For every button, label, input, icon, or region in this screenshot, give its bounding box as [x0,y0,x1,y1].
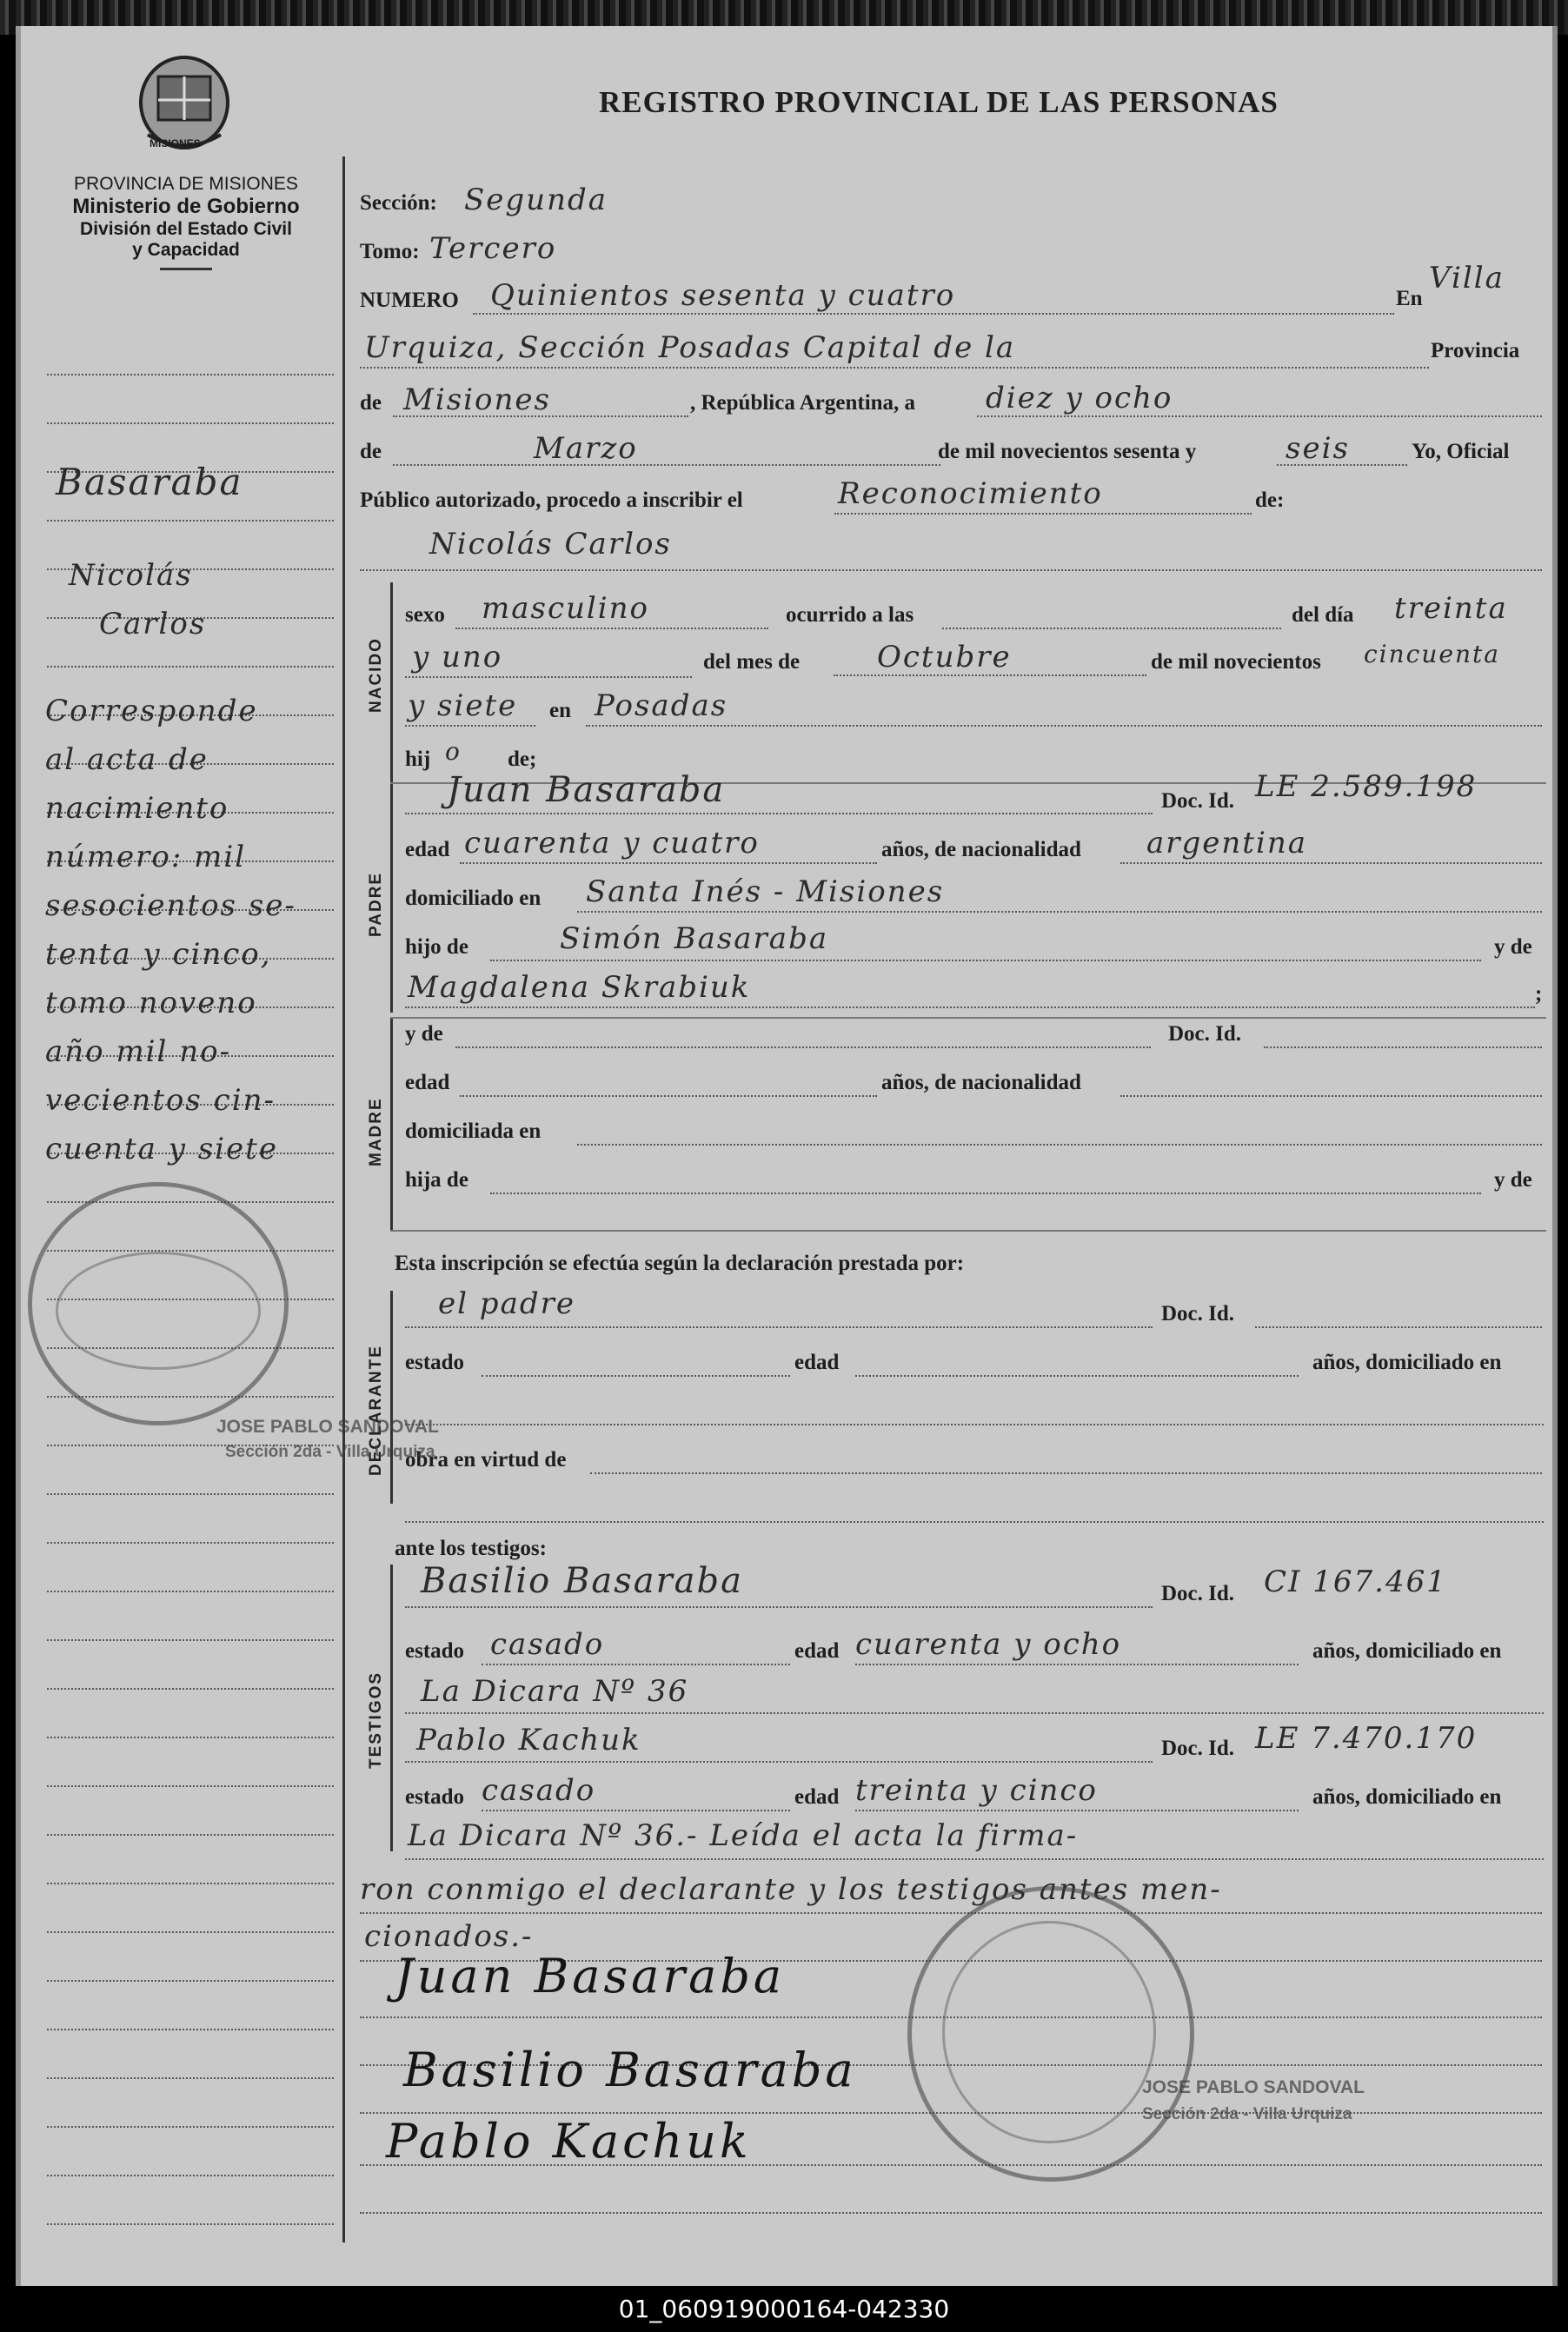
publico-label: Público autorizado, procedo a inscribir el [360,488,743,512]
padre-bracket [390,782,393,1013]
numero-value: Quinientos sesenta y cuatro [490,278,956,313]
closing-line-2: cionados.- [364,1919,534,1954]
anio-nacido-value: cincuenta [1364,640,1500,668]
document-title: REGISTRO PROVINCIAL DE LAS PERSONAS [599,85,1279,119]
nacido-section-label: NACIDO [367,637,385,713]
margin-ruled-line [47,1834,334,1836]
main-column-divider [342,156,345,2242]
margin-ruled-line [47,1883,334,1884]
testigo1-estado: casado [490,1627,605,1662]
de3-label: de: [1255,488,1285,512]
margin-ruled-line [47,1980,334,1982]
nombre-value: Nicolás Carlos [429,527,672,561]
tomo-label: Tomo: [360,240,420,263]
padre-domicilio-value: Santa Inés - Misiones [586,874,945,909]
mes-nacido-value: Octubre [877,640,1012,674]
margin-note-line: vecientos cin- [45,1083,276,1118]
margin-note-line: número: mil [45,840,247,874]
padre-doc-label: Doc. Id. [1161,789,1235,813]
padre-domicilio-label: domiciliado en [405,887,541,910]
hijo-de-label: de; [508,747,537,771]
declarante-estado-label: estado [405,1351,465,1374]
margin-ruled-line [47,1737,334,1738]
tomo-value: Tercero [429,231,557,266]
stamp-office-2: Sección 2da - Villa Urquiza [1142,2105,1352,2123]
testigo2-estado: casado [482,1773,596,1808]
emblem-label: MISIONES [149,137,201,149]
sexo-label: sexo [405,603,445,627]
margin-ruled-line [47,1639,334,1641]
declarante-doc-label: Doc. Id. [1161,1302,1235,1325]
madre-y-de-end: y de [1494,1168,1532,1192]
margin-name-2: Carlos [99,607,207,641]
madre-anios-label: años, de nacionalidad [881,1071,1081,1094]
padre-nombre: Juan Basaraba [447,770,726,810]
margin-ruled-line [47,520,334,522]
margin-note-line: Corresponde [45,694,258,728]
issuer-province: PROVINCIA DE MISIONES [74,174,298,194]
mil-label: de mil novecientos [1151,650,1321,674]
testigo2-domicilio: La Dicara Nº 36.- Leída el acta la firma- [408,1818,1079,1853]
padre-edad-label: edad [405,838,450,861]
issuer-ministry: Ministerio de Gobierno [72,195,300,218]
lugar-value: Posadas [595,688,728,723]
testigos-intro: ante los testigos: [395,1537,547,1560]
padre-padre-de: Simón Basaraba [560,921,829,956]
madre-bracket [390,1017,393,1230]
margin-ruled-line [47,2175,334,2176]
margin-ruled-line [47,2223,334,2225]
anio-nacido-value-2: y siete [408,688,518,723]
de2-label: de [360,440,382,463]
madre-y-de-label: y de [405,1022,443,1046]
dia-value: diez y ocho [986,381,1173,415]
margin-note-line: al acta de [45,742,209,777]
acto-value: Reconocimiento [838,476,1103,511]
padre-anios-label: años, de nacionalidad [881,838,1081,861]
testigo2-edad-label: edad [794,1785,840,1809]
republica-label: , República Argentina, a [690,391,916,415]
del-dia-label: del día [1292,603,1354,627]
nacido-bracket [390,582,393,782]
testigo1-anios-label: años, domiciliado en [1312,1639,1502,1663]
declarante-obra-label: obra en virtud de [405,1448,567,1472]
de-label: de [360,391,382,415]
dia-nacido-value: treinta [1394,591,1508,626]
image-reference-code: 01_060919000164-042330 [618,2295,950,2323]
declarante-anios-label: años, domiciliado en [1312,1351,1502,1374]
margin-ruled-line [47,422,334,424]
margin-ruled-line [47,1931,334,1933]
issuer-capacity: y Capacidad [132,240,240,260]
margin-ruled-line [47,1785,334,1787]
margin-ruled-line [47,1542,334,1544]
testigo1-domicilio: La Dicara Nº 36 [421,1674,689,1709]
padre-doc-value: LE 2.589.198 [1255,769,1478,804]
testigos-bracket [390,1565,393,1851]
margin-note-line: cuenta y siete [45,1132,278,1166]
madre-section-label: MADRE [367,1097,385,1166]
padre-madre-de: Magdalena Skrabiuk [408,970,751,1005]
issuer-block [21,174,351,270]
testigo1-estado-label: estado [405,1639,465,1663]
margin-ruled-line [47,2077,334,2079]
margin-note [45,694,296,1180]
issuer-division: División del Estado Civil [80,219,292,239]
en-label: En [1396,287,1423,310]
padre-semicolon: ; [1535,982,1543,1006]
padre-y-de-label: y de [1494,935,1532,959]
margin-ruled-line [47,2126,334,2128]
testigo1-doc-label: Doc. Id. [1161,1582,1235,1605]
seccion-value: Segunda [464,183,608,217]
declarante-intro: Esta inscripción se efectúa según la declaración prestada por: [395,1252,965,1275]
testigo1-edad-label: edad [794,1639,840,1663]
mes-label: del mes de [703,650,801,674]
testigo1-doc: CI 167.461 [1264,1565,1447,1599]
testigo2-doc-label: Doc. Id. [1161,1737,1235,1760]
anio-label: de mil novecientos sesenta y [938,440,1197,463]
provincia-value: Misiones [403,382,551,417]
testigo1-nombre: Basilio Basaraba [421,1561,743,1601]
mes-value: Marzo [534,431,638,466]
madre-domicilio-label: domiciliada en [405,1119,541,1143]
stamp-office: Sección 2da - Villa Urquiza [225,1443,435,1461]
testigo1-edad: cuarenta y ocho [855,1627,1122,1662]
hijo-suffix: o [445,737,462,766]
testigo2-anios-label: años, domiciliado en [1312,1785,1502,1809]
margin-ruled-line [47,1493,334,1495]
testigo2-doc: LE 7.470.170 [1255,1721,1478,1756]
place-value: Urquiza, Sección Posadas Capital de la [364,330,1016,365]
margin-note-line: año mil no- [45,1034,232,1069]
madre-edad-label: edad [405,1071,450,1094]
sexo-value: masculino [482,591,650,626]
declarante-section-label: DECLARANTE [367,1345,385,1476]
padre-section-label: PADRE [367,871,385,937]
testigo2-edad: treinta y cinco [855,1773,1098,1808]
en-value: Villa [1429,261,1505,296]
padre-nacionalidad: argentina [1146,826,1308,860]
dia-nacido-value-2: y uno [412,640,503,674]
madre-hija-de-label: hija de [405,1168,468,1192]
margin-ruled-line [47,1591,334,1592]
stamp-official-name: JOSE PABLO SANDOVAL [216,1417,439,1437]
en-nacido-label: en [549,699,571,722]
signature-padre: Juan Basaraba [395,1949,786,2003]
margin-ruled-line [47,374,334,375]
document-page [16,26,1558,2286]
hijo-label: hij [405,747,431,771]
declarante-nombre: el padre [438,1286,575,1321]
testigos-section-label: TESTIGOS [367,1671,385,1769]
signature-testigo-2: Pablo Kachuk [386,2114,752,2169]
provincia-label: Provincia [1431,339,1520,362]
margin-note-line: tenta y cinco, [45,937,272,972]
numero-label: NUMERO [360,289,459,312]
margin-note-line: sesocientos se- [45,888,296,923]
margin-ruled-line [47,2029,334,2030]
margin-note-line: tomo noveno [45,986,257,1020]
margin-ruled-line [47,1688,334,1690]
oficial-label: Yo, Oficial [1412,440,1510,463]
closing-line-1: ron conmigo el declarante y los testigos antes men- [360,1872,1222,1907]
testigo2-nombre: Pablo Kachuk [416,1723,641,1757]
margin-surname: Basaraba [56,461,243,503]
testigo2-estado-label: estado [405,1785,465,1809]
ocurrido-label: ocurrido a las [786,603,914,627]
stamp-official-name-2: JOSE PABLO SANDOVAL [1142,2077,1365,2097]
margin-name-1: Nicolás [69,558,193,593]
margin-ruled-line [47,666,334,668]
signature-testigo-1: Basilio Basaraba [403,2043,857,2097]
anio-value: seis [1286,431,1350,466]
declarante-edad-label: edad [794,1351,840,1374]
seccion-label: Sección: [360,191,437,215]
padre-hijo-de-label: hijo de [405,935,468,959]
margin-note-line: nacimiento [45,791,229,826]
madre-doc-label: Doc. Id. [1168,1022,1242,1046]
padre-edad-value: cuarenta y cuatro [464,826,760,860]
declarante-bracket [390,1291,393,1504]
